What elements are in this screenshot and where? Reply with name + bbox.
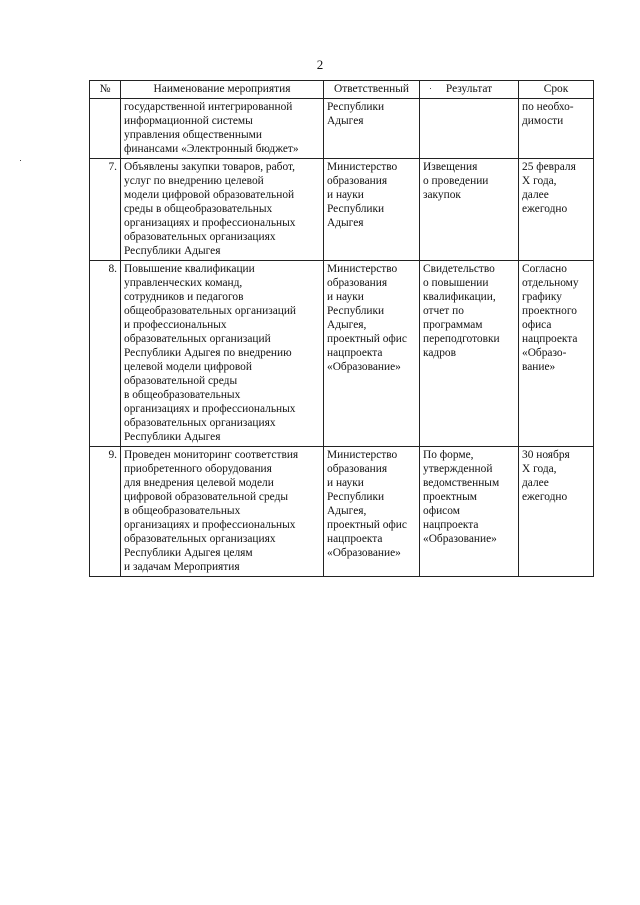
cell-responsible-line: и науки: [327, 477, 364, 489]
cell-name-line: услуг по внедрению целевой: [124, 175, 264, 187]
table-row: [90, 261, 594, 447]
cell-name-line: Республики Адыгея целям: [124, 547, 253, 559]
cell-name-line: модели цифровой образовательной: [124, 189, 295, 201]
cell-term-line: ежегодно: [522, 203, 568, 215]
cell-result-line: Извещения: [423, 161, 478, 173]
table-row: [90, 447, 594, 577]
cell-name-line: управления общественными: [124, 129, 262, 141]
cell-responsible-line: образования: [327, 277, 388, 289]
cell-term-line: отдельному: [522, 277, 579, 289]
cell-responsible-line: Министерство: [327, 263, 398, 275]
scan-speck: [20, 160, 21, 161]
cell-name-line: Республики Адыгея: [124, 431, 221, 443]
cell-name-line: организациях и профессиональных: [124, 217, 296, 229]
cell-responsible-line: и науки: [327, 291, 364, 303]
cell-responsible: [324, 261, 420, 447]
cell-name: [121, 99, 324, 159]
cell-responsible-line: Республики: [327, 203, 385, 215]
cell-result-line: утвержденной: [423, 463, 493, 475]
cell-result-line: офисом: [423, 505, 460, 517]
header-term: Срок: [519, 81, 594, 99]
cell-responsible-line: проектный офис: [327, 519, 407, 531]
cell-responsible-line: проектный офис: [327, 333, 407, 345]
header-name: Наименование мероприятия: [121, 81, 324, 99]
cell-result-line: «Образование»: [423, 533, 497, 545]
cell-term-line: нацпроекта: [522, 333, 578, 345]
cell-name-line: в общеобразовательных: [124, 505, 241, 517]
cell-name-line: организациях и профессиональных: [124, 403, 296, 415]
cell-responsible-line: образования: [327, 175, 388, 187]
cell-term-line: X года,: [522, 463, 557, 475]
cell-responsible-line: Республики: [327, 491, 385, 503]
cell-result: [420, 261, 519, 447]
cell-name-line: Проведен мониторинг соответствия: [124, 449, 299, 461]
cell-responsible-line: и науки: [327, 189, 364, 201]
cell-responsible-line: «Образование»: [327, 547, 401, 559]
cell-name-line: целевой модели цифровой: [124, 361, 252, 373]
cell-name-line: образовательных организациях: [124, 417, 276, 429]
cell-name: [121, 159, 324, 261]
cell-result-line: проектным: [423, 491, 477, 503]
cell-name-line: образовательных организаций: [124, 333, 271, 345]
cell-name-line: финансами «Электронный бюджет»: [124, 143, 299, 155]
cell-term: [519, 99, 594, 159]
cell-result: [420, 447, 519, 577]
cell-name-line: организациях и профессиональных: [124, 519, 296, 531]
events-table: [89, 80, 594, 577]
cell-term-line: «Образо-: [522, 347, 567, 359]
cell-term-line: димости: [522, 115, 564, 127]
cell-responsible-line: Министерство: [327, 449, 398, 461]
cell-result-line: квалификации,: [423, 291, 496, 303]
cell-name-line: цифровой образовательной среды: [124, 491, 289, 503]
cell-result-line: По форме,: [423, 449, 474, 461]
cell-name-line: Республики Адыгея по внедрению: [124, 347, 292, 359]
scan-speck: [430, 88, 431, 89]
page-number: 2: [316, 57, 324, 72]
cell-term: [519, 159, 594, 261]
cell-term-line: 30 ноября: [522, 449, 570, 461]
cell-name: [121, 447, 324, 577]
cell-responsible-line: Республики: [327, 101, 385, 113]
cell-responsible: [324, 159, 420, 261]
cell-term: [519, 261, 594, 447]
cell-name-line: сотрудников и педагогов: [124, 291, 244, 303]
cell-term-line: вание»: [522, 361, 556, 373]
cell-name-line: и задачам Мероприятия: [124, 561, 240, 573]
cell-name-line: образовательных организациях: [124, 231, 276, 243]
cell-term: [519, 447, 594, 577]
cell-name: [121, 261, 324, 447]
cell-name-line: приобретенного оборудования: [124, 463, 272, 475]
cell-result-line: нацпроекта: [423, 519, 479, 531]
header-result: Результат: [420, 81, 519, 99]
cell-term-line: 25 февраля: [522, 161, 576, 173]
cell-name-line: Повышение квалификации: [124, 263, 255, 275]
cell-result-line: о повышении: [423, 277, 489, 289]
table-header-row: [90, 81, 594, 99]
table-row: [90, 99, 594, 159]
cell-result: [420, 159, 519, 261]
table-body: [90, 99, 594, 577]
cell-name-line: образовательных организациях: [124, 533, 276, 545]
cell-responsible-line: нацпроекта: [327, 347, 383, 359]
cell-term-line: графику: [522, 291, 562, 303]
cell-term-line: офиса: [522, 319, 552, 331]
cell-term-line: ежегодно: [522, 491, 568, 503]
cell-term-line: по необхо-: [522, 101, 574, 113]
cell-result-line: отчет по: [423, 305, 464, 317]
cell-name-line: общеобразовательных организаций: [124, 305, 297, 317]
cell-name-line: государственной интегрированной: [124, 101, 293, 113]
cell-term-line: проектного: [522, 305, 577, 317]
cell-responsible-line: Республики: [327, 305, 385, 317]
cell-result-line: закупок: [423, 189, 461, 201]
cell-result-line: переподготовки: [423, 333, 500, 345]
row-number: 7.: [90, 159, 121, 261]
cell-name-line: Объявлены закупки товаров, работ,: [124, 161, 295, 173]
cell-responsible-line: Адыгея,: [327, 505, 367, 517]
cell-name-line: управленческих команд,: [124, 277, 243, 289]
header-responsible: Ответственный: [324, 81, 420, 99]
row-number: 8.: [90, 261, 121, 447]
cell-name-line: среды в общеобразовательных: [124, 203, 273, 215]
cell-responsible-line: образования: [327, 463, 388, 475]
cell-responsible: [324, 447, 420, 577]
header-num: №: [90, 81, 121, 99]
cell-name-line: образовательной среды: [124, 375, 238, 387]
cell-name-line: Республики Адыгея: [124, 245, 221, 257]
row-number: [90, 99, 121, 159]
cell-result-line: ведомственным: [423, 477, 500, 489]
cell-responsible: [324, 99, 420, 159]
cell-responsible-line: Министерство: [327, 161, 398, 173]
cell-term-line: X года,: [522, 175, 557, 187]
row-number: 9.: [90, 447, 121, 577]
cell-responsible-line: Адыгея,: [327, 319, 367, 331]
table-row: [90, 159, 594, 261]
cell-term-line: Согласно: [522, 263, 567, 275]
cell-result-line: о проведении: [423, 175, 489, 187]
cell-term-line: далее: [522, 189, 549, 201]
cell-term-line: далее: [522, 477, 549, 489]
cell-result: [420, 99, 519, 159]
cell-result-line: кадров: [423, 347, 456, 359]
cell-responsible-line: Адыгея: [327, 115, 364, 127]
cell-responsible-line: Адыгея: [327, 217, 364, 229]
cell-name-line: информационной системы: [124, 115, 253, 127]
cell-responsible-line: «Образование»: [327, 361, 401, 373]
cell-name-line: для внедрения целевой модели: [124, 477, 274, 489]
cell-result-line: Свидетельство: [423, 263, 495, 275]
cell-name-line: и профессиональных: [124, 319, 227, 331]
cell-result-line: программам: [423, 319, 483, 331]
cell-name-line: в общеобразовательных: [124, 389, 241, 401]
cell-responsible-line: нацпроекта: [327, 533, 383, 545]
